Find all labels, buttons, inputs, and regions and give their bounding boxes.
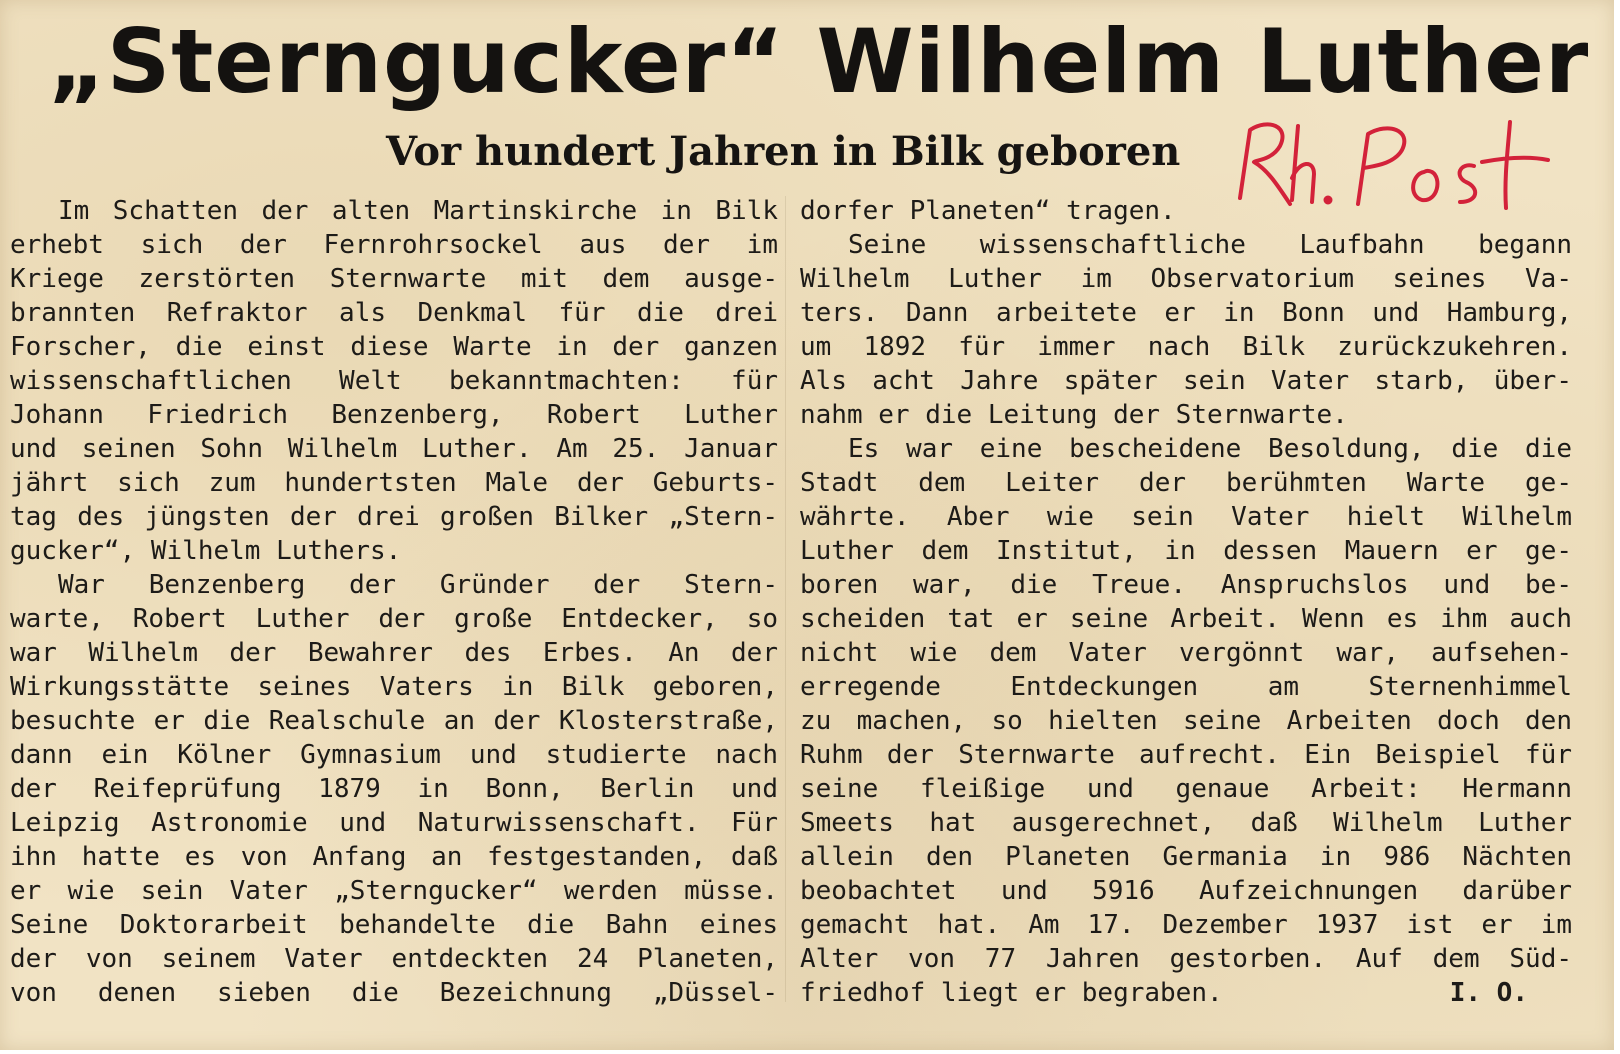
text-line: Leipzig Astronomie und Naturwissenschaft. Für <box>10 808 778 838</box>
text-line: War Benzenberg der Gründer der Stern- <box>58 570 778 600</box>
text-line: nicht wie dem Vater vergönnt war, aufsehen- <box>800 638 1572 668</box>
text-line: von denen sieben die Bezeichnung „Düssel- <box>10 978 778 1008</box>
text-line: Forscher, die einst diese Warte in der ganzen <box>10 332 778 362</box>
final-sentence: friedhof liegt er begraben. <box>800 978 1223 1008</box>
text-line: gucker“, Wilhelm Luthers. <box>10 536 402 566</box>
headline: „Sterngucker“ Wilhelm Luther <box>48 10 1590 113</box>
article-column-right <box>800 194 1572 1010</box>
text-line: Alter von 77 Jahren gestorben. Auf dem Süd- <box>800 944 1572 974</box>
column-divider <box>785 196 786 1002</box>
text-line: Stadt dem Leiter der berühmten Warte ge- <box>800 468 1572 498</box>
text-line: Wirkungsstätte seines Vaters in Bilk geboren, <box>10 672 778 702</box>
text-line: Als acht Jahre später sein Vater starb, über- <box>800 366 1572 396</box>
text-line: währte. Aber wie sein Vater hielt Wilhelm <box>800 502 1572 532</box>
author-signature: I. O. <box>1449 978 1528 1008</box>
text-line: Ruhm der Sternwarte aufrecht. Ein Beispiel für <box>800 740 1572 770</box>
article-column-left <box>10 194 778 1010</box>
text-line: Seine wissenschaftliche Laufbahn begann <box>848 230 1572 260</box>
text-line: war Wilhelm der Bewahrer des Erbes. An der <box>10 638 778 668</box>
text-line: besuchte er die Realschule an der Klosterstraße, <box>10 706 778 736</box>
text-line: Seine Doktorarbeit behandelte die Bahn eines <box>10 910 778 940</box>
text-line: boren war, die Treue. Anspruchslos und be- <box>800 570 1572 600</box>
text-line: Im Schatten der alten Martinskirche in Bilk <box>58 196 778 226</box>
text-line: Wilhelm Luther im Observatorium seines Va- <box>800 264 1572 294</box>
text-line: Smeets hat ausgerechnet, daß Wilhelm Luther <box>800 808 1572 838</box>
text-line: jährt sich zum hundertsten Male der Geburts- <box>10 468 778 498</box>
text-line: seine fleißige und genaue Arbeit: Hermann <box>800 774 1572 804</box>
text-line: warte, Robert Luther der große Entdecker, so <box>10 604 778 634</box>
text-line: allein den Planeten Germania in 986 Nächten <box>800 842 1572 872</box>
text-line: der Reifeprüfung 1879 in Bonn, Berlin und <box>10 774 778 804</box>
text-line: tag des jüngsten der drei großen Bilker „Stern- <box>10 502 778 532</box>
text-line: er wie sein Vater „Sterngucker“ werden müsse. <box>10 876 778 906</box>
text-line: erhebt sich der Fernrohrsockel aus der im <box>10 230 778 260</box>
text-line: gemacht hat. Am 17. Dezember 1937 ist er im <box>800 910 1572 940</box>
text-line: wissenschaftlichen Welt bekanntmachten: für <box>10 366 778 396</box>
text-line: ters. Dann arbeitete er in Bonn und Hamburg, <box>800 298 1572 328</box>
text-line: dorfer Planeten“ tragen. <box>800 196 1176 226</box>
text-line: scheiden tat er seine Arbeit. Wenn es ihm auch <box>800 604 1572 634</box>
text-line: beobachtet und 5916 Aufzeichnungen darüber <box>800 876 1572 906</box>
text-line: zu machen, so hielten seine Arbeiten doch den <box>800 706 1572 736</box>
text-line: Luther dem Institut, in dessen Mauern er ge- <box>800 536 1572 566</box>
text-line: Kriege zerstörten Sternwarte mit dem ausge- <box>10 264 778 294</box>
text-line-final <box>800 976 1572 1010</box>
text-line: ihn hatte es von Anfang an festgestanden, daß <box>10 842 778 872</box>
text-line: erregende Entdeckungen am Sternenhimmel <box>800 672 1572 702</box>
subheadline: Vor hundert Jahren in Bilk geboren <box>386 128 1181 175</box>
text-line: Es war eine bescheidene Besoldung, die die <box>848 434 1572 464</box>
text-line: und seinen Sohn Wilhelm Luther. Am 25. Januar <box>10 434 778 464</box>
text-line: um 1892 für immer nach Bilk zurückzukehren. <box>800 332 1572 362</box>
text-line: dann ein Kölner Gymnasium und studierte nach <box>10 740 778 770</box>
text-line: brannten Refraktor als Denkmal für die drei <box>10 298 778 328</box>
text-line: der von seinem Vater entdeckten 24 Planeten, <box>10 944 778 974</box>
text-line: Johann Friedrich Benzenberg, Robert Luther <box>10 400 778 430</box>
text-line: nahm er die Leitung der Sternwarte. <box>800 400 1348 430</box>
